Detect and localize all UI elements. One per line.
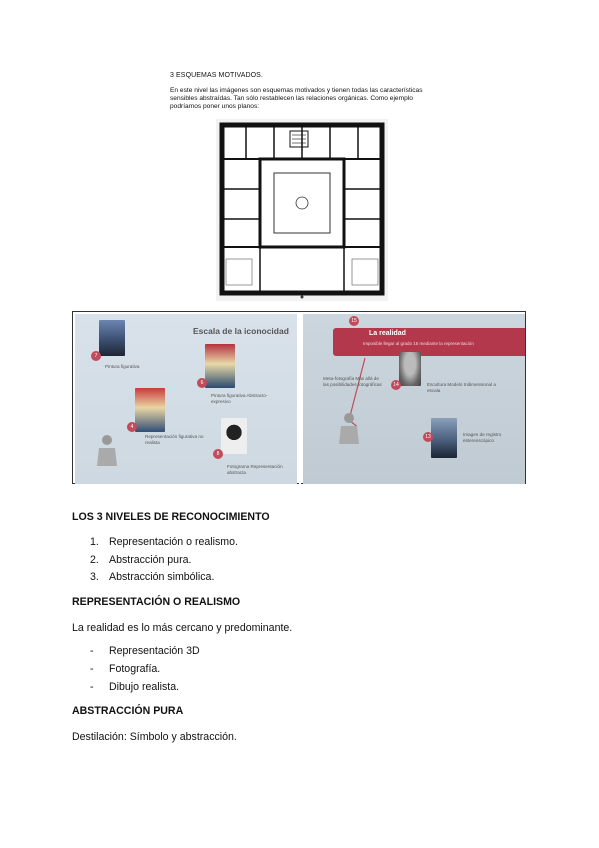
level-label: Pintura figurativa <box>105 364 140 369</box>
floor-plan-drawing <box>216 119 388 301</box>
section-heading: LOS 3 NIVELES DE RECONOCIMIENTO <box>72 511 270 523</box>
excerpt-title: 3 ESQUEMAS MOTIVADOS. <box>170 72 263 79</box>
list-item: Representación o realismo. <box>109 536 238 548</box>
list-marker: - <box>90 663 94 675</box>
excerpt-body: En este nivel las imágenes son esquemas motivados y tienen todas las características sensibles abstraídas. Tan sólo restablecen las relaciones orgánicas. Como ejemplo podríamos poner unos planos: <box>170 87 423 110</box>
list-item: Abstracción pura. <box>109 554 192 566</box>
floor-plan-image <box>216 119 388 301</box>
section-heading: REPRESENTACIÓN O REALISMO <box>72 596 241 608</box>
paragraph: La realidad es lo más cercano y predominante. <box>72 622 293 634</box>
level-label: Meta-fotografía Más allá de las posibilidades fotográficas <box>323 376 382 387</box>
list-item: Fotografía. <box>109 663 161 675</box>
portrait-poster-image <box>205 344 235 388</box>
section-heading: ABSTRACCIÓN PURA <box>72 705 184 717</box>
list-marker: 1. <box>90 536 99 548</box>
level-label: Imagen de registro estereoscópico <box>463 432 502 443</box>
portrait-painting-image <box>99 320 125 356</box>
level-number-badge: 6 <box>197 378 207 388</box>
list-marker: 2. <box>90 554 99 566</box>
figure-sketch-icon <box>335 410 365 450</box>
list-marker: - <box>90 681 94 693</box>
level-number-badge: 13 <box>423 432 433 442</box>
level-number-badge: 14 <box>391 380 401 390</box>
list-marker: - <box>90 645 94 657</box>
level-label: Representación figurativa no realista <box>145 434 204 445</box>
slides-photo-frame <box>72 311 526 484</box>
portrait-poster-image <box>135 388 165 432</box>
level-label: Fotograma Representación abstracta <box>227 464 283 475</box>
paragraph: Destilación: Símbolo y abstracción. <box>72 731 237 743</box>
stereoscopic-photo-image <box>431 418 457 458</box>
slide-title: Escala de la iconocidad <box>193 326 289 336</box>
level-number-badge: 8 <box>213 449 223 459</box>
banner-subtitle: Imposible llegar al grado 15 mediante la representación <box>363 341 474 346</box>
level-label: Pintura figurativa Abstracto-expresivo <box>211 393 268 404</box>
figure-sketch-icon <box>93 432 123 472</box>
level-label: Escultura Modelo tridimensional a escala <box>427 382 496 393</box>
list-marker: 3. <box>90 571 99 583</box>
slide-iconicity-scale <box>75 314 297 484</box>
sculpture-image <box>399 352 421 386</box>
level-number-badge: 7 <box>91 351 101 361</box>
list-item: Representación 3D <box>109 645 200 657</box>
banner-title: La realidad <box>369 330 406 337</box>
level-number-badge: 4 <box>127 422 137 432</box>
portrait-sketch-image <box>221 418 247 454</box>
slide-divider <box>299 314 301 484</box>
list-item: Abstracción simbólica. <box>109 571 215 583</box>
level-number-badge: 15 <box>349 316 359 326</box>
slide-reality <box>303 314 525 484</box>
list-item: Dibujo realista. <box>109 681 180 693</box>
